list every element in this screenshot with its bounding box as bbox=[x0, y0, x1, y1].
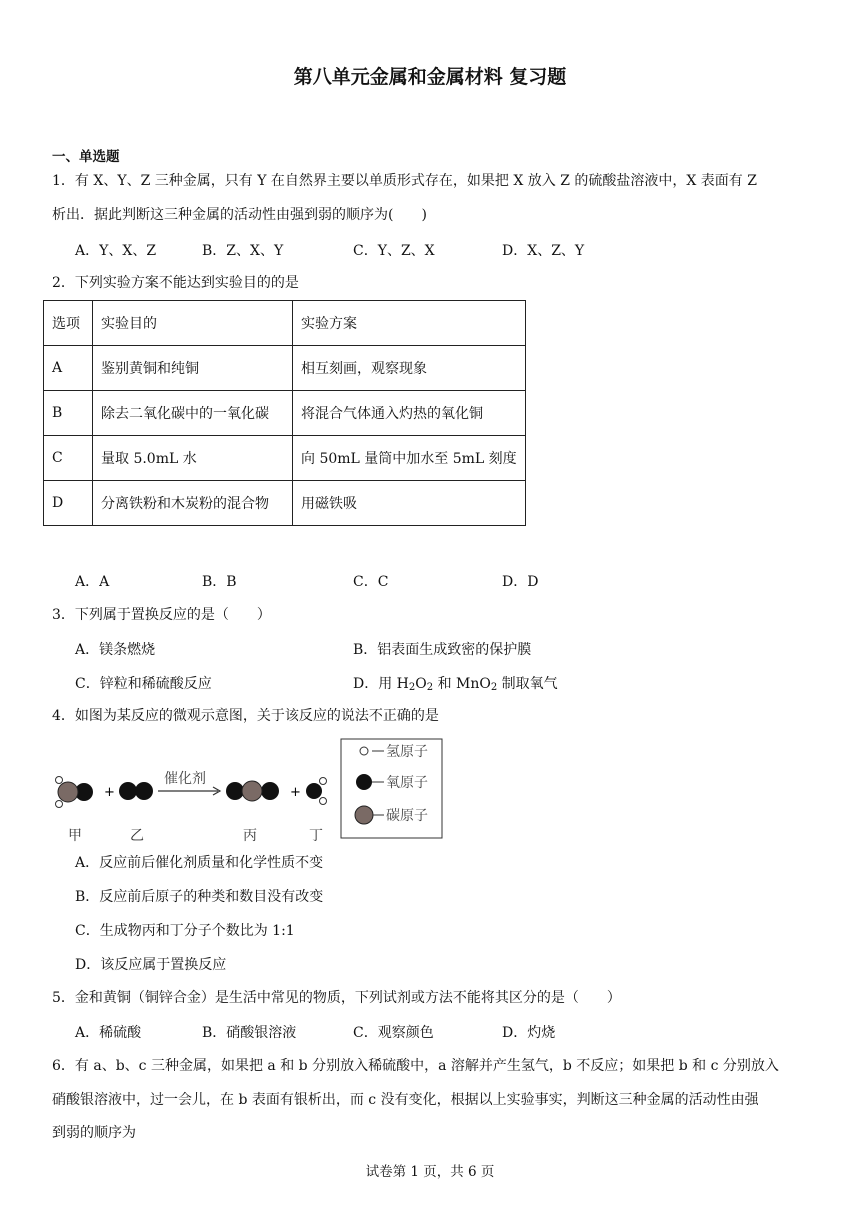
hydrogen-atom bbox=[320, 778, 327, 785]
table-row bbox=[44, 481, 526, 526]
molecule-yi bbox=[119, 782, 153, 800]
hydrogen-atom bbox=[320, 798, 327, 805]
hydrogen-legend-icon bbox=[360, 747, 368, 755]
q2-option-c: C．C bbox=[353, 574, 389, 590]
table-cell: 除去二氧化碳中的一氧化碳 bbox=[93, 391, 293, 436]
table-cell: 用磁铁吸 bbox=[293, 481, 526, 526]
q4-option-c: C．生成物丙和丁分子个数比为 1:1 bbox=[75, 923, 295, 939]
oxygen-atom bbox=[226, 782, 244, 800]
q3-option-d: D．用 $H_2O_2$ 和 MnO$_2$ 制取氧气 bbox=[353, 676, 558, 693]
carbon-atom bbox=[58, 782, 78, 802]
molecule-ding bbox=[306, 778, 327, 805]
q1-option-c: C．Y、Z、X bbox=[353, 243, 435, 259]
q1-option-b: B．Z、X、Y bbox=[202, 243, 284, 259]
question-4-stem: 4．如图为某反应的微观示意图，关于该反应的说法不正确的是 bbox=[52, 708, 439, 724]
label-jia: 甲 bbox=[68, 828, 82, 844]
label-yi: 乙 bbox=[130, 828, 144, 844]
hydrogen-atom bbox=[56, 777, 63, 784]
q5-option-a: A．稀硫酸 bbox=[75, 1025, 142, 1041]
table-cell: 分离铁粉和木炭粉的混合物 bbox=[93, 481, 293, 526]
q2-option-a: A．A bbox=[75, 574, 110, 590]
table-cell: 相互刻画，观察现象 bbox=[293, 346, 526, 391]
oxygen-atom bbox=[119, 782, 137, 800]
table-cell: 将混合气体通入灼热的氧化铜 bbox=[293, 391, 526, 436]
legend bbox=[341, 739, 442, 838]
question-6-line-3: 到弱的顺序为 bbox=[52, 1125, 136, 1141]
q4-option-d: D．该反应属于置换反应 bbox=[75, 957, 227, 973]
table-row bbox=[44, 391, 526, 436]
q2-option-d: D．D bbox=[502, 574, 539, 590]
table-cell: D bbox=[44, 481, 93, 526]
carbon-atom bbox=[242, 781, 262, 801]
q5-option-c: C．观察颜色 bbox=[353, 1025, 434, 1041]
experiment-table bbox=[43, 300, 526, 526]
q1-option-a: A．Y、X、Z bbox=[75, 243, 157, 259]
question-2-stem: 2．下列实验方案不能达到实验目的的是 bbox=[52, 275, 299, 291]
table-cell: C bbox=[44, 436, 93, 481]
label-bing: 丙 bbox=[243, 828, 257, 844]
question-1-line-1: 1．有 X、Y、Z 三种金属，只有 Y 在自然界主要以单质形式存在，如果把 X 放入 Z 的硫酸盐溶液中，X 表面有 Z bbox=[52, 173, 757, 189]
plus-sign: + bbox=[104, 785, 115, 800]
legend-carbon: 碳原子 bbox=[386, 808, 428, 824]
table-header-cell: 实验方案 bbox=[293, 301, 526, 346]
q4-option-b: B．反应前后原子的种类和数目没有改变 bbox=[75, 889, 324, 905]
q2-option-b: B．B bbox=[202, 574, 237, 590]
section-heading: 一、单选题 bbox=[52, 149, 120, 165]
plus-sign: + bbox=[290, 785, 301, 800]
table-cell: A bbox=[44, 346, 93, 391]
table-header-cell: 选项 bbox=[44, 301, 93, 346]
oxygen-atom bbox=[135, 782, 153, 800]
question-1-line-2: 析出．据此判断这三种金属的活动性由强到弱的顺序为( ) bbox=[52, 207, 427, 223]
q3-option-a: A．镁条燃烧 bbox=[75, 642, 156, 658]
question-6-line-2: 硝酸银溶液中，过一会儿，在 b 表面有银析出，而 c 没有变化，根据以上实验事实，判断这三种金属的活动性由强 bbox=[52, 1092, 759, 1108]
carbon-legend-icon bbox=[355, 806, 373, 824]
molecule-bing bbox=[226, 781, 279, 801]
q5-option-d: D．灼烧 bbox=[502, 1025, 556, 1041]
oxygen-atom bbox=[306, 783, 322, 799]
label-ding: 丁 bbox=[309, 828, 323, 844]
legend-hydrogen: 氢原子 bbox=[386, 744, 428, 760]
molecule-jia bbox=[56, 777, 94, 808]
q4-option-a: A．反应前后催化剂质量和化学性质不变 bbox=[75, 855, 324, 871]
table-header-cell: 实验目的 bbox=[93, 301, 293, 346]
table-cell: 向 50mL 量筒中加水至 5mL 刻度 bbox=[293, 436, 526, 481]
q1-option-d: D．X、Z、Y bbox=[502, 243, 585, 259]
oxygen-legend-icon bbox=[356, 774, 372, 790]
q3-option-c: C．锌粒和稀硫酸反应 bbox=[75, 676, 212, 692]
question-3-stem: 3．下列属于置换反应的是（ ） bbox=[52, 607, 271, 623]
catalyst-label: 催化剂 bbox=[164, 771, 206, 787]
table-cell: B bbox=[44, 391, 93, 436]
hydrogen-atom bbox=[56, 801, 63, 808]
table-row bbox=[44, 346, 526, 391]
page-title: 第八单元金属和金属材料 复习题 bbox=[293, 66, 567, 88]
question-6-line-1: 6．有 a、b、c 三种金属，如果把 a 和 b 分别放入稀硫酸中，a 溶解并产生氢气，b 不反应；如果把 b 和 c 分别放入 bbox=[52, 1058, 779, 1074]
reaction-diagram bbox=[50, 738, 450, 848]
page-footer: 试卷第 1 页，共 6 页 bbox=[365, 1164, 495, 1180]
oxygen-atom bbox=[261, 782, 279, 800]
table-cell: 鉴别黄铜和纯铜 bbox=[93, 346, 293, 391]
legend-oxygen: 氧原子 bbox=[386, 775, 428, 791]
table-header-row bbox=[44, 301, 526, 346]
table-row bbox=[44, 436, 526, 481]
table-cell: 量取 5.0mL 水 bbox=[93, 436, 293, 481]
q3-option-b: B．铝表面生成致密的保护膜 bbox=[353, 642, 532, 658]
q5-option-b: B．硝酸银溶液 bbox=[202, 1025, 297, 1041]
question-5-stem: 5．金和黄铜（铜锌合金）是生活中常见的物质，下列试剂或方法不能将其区分的是（ ） bbox=[52, 990, 621, 1006]
